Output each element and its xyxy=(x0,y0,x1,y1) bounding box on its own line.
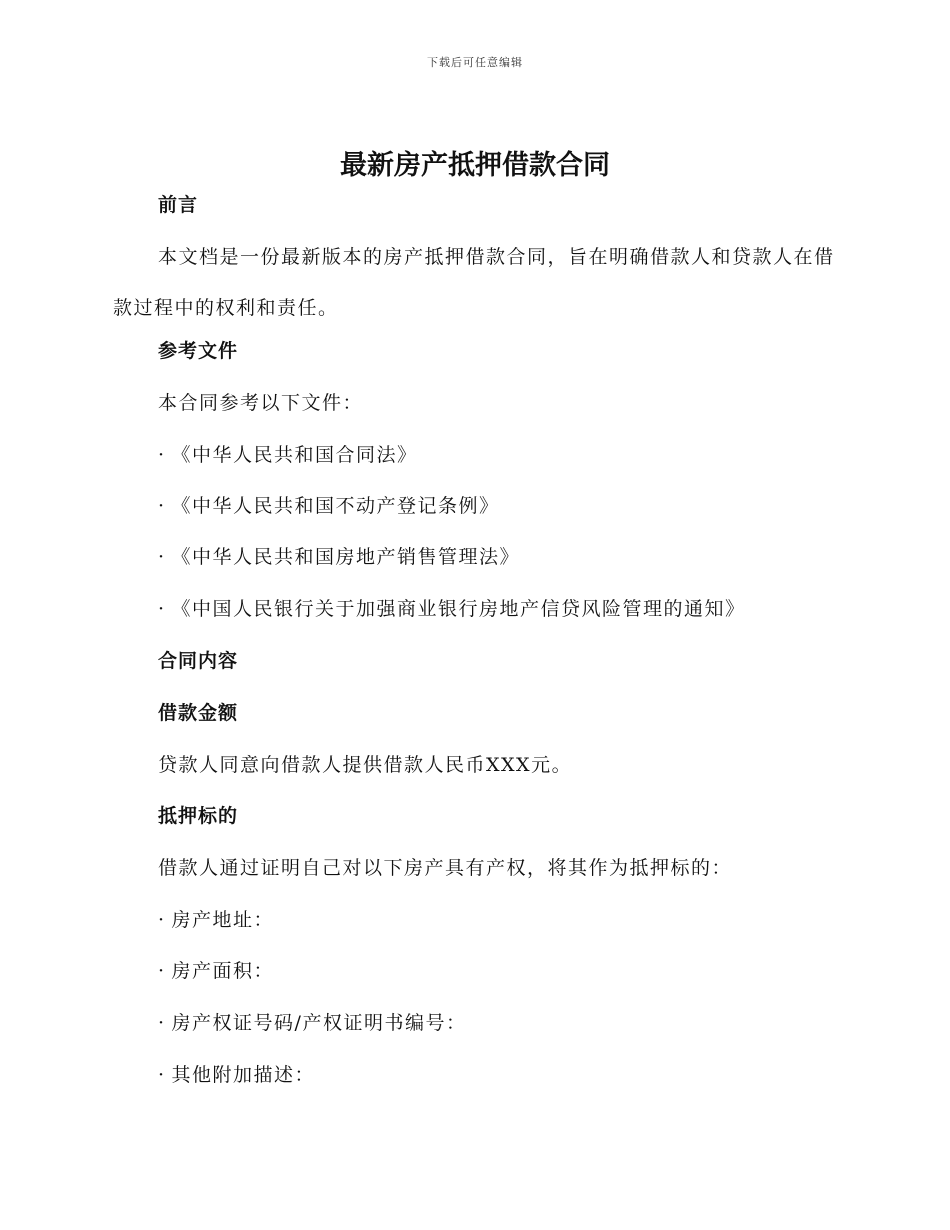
collateral-intro: 借款人通过证明自己对以下房产具有产权，将其作为抵押标的： xyxy=(158,857,733,879)
preface-paragraph: 本文档是一份最新版本的房产抵押借款合同，旨在明确借款人和贷款人在借款过程中的权利和责任。 xyxy=(113,246,835,319)
reference-item-text: 《中国人民银行关于加强商业银行房地产信贷风险管理的通知》 xyxy=(171,598,746,620)
collateral-item xyxy=(158,998,466,1049)
bullet-dot-icon: · xyxy=(158,444,166,466)
reference-item xyxy=(158,532,520,583)
collateral-item xyxy=(158,1050,315,1101)
reference-item-text: 《中华人民共和国合同法》 xyxy=(171,444,418,466)
bullet-dot-icon: · xyxy=(158,1064,166,1086)
loan-amount-text: 贷款人同意向借款人提供借款人民币XXX元。 xyxy=(158,754,573,776)
bullet-dot-icon: · xyxy=(158,598,166,620)
bullet-dot-icon: · xyxy=(158,546,166,568)
reference-item xyxy=(158,584,746,635)
page-header-note: 下载后可任意编辑 xyxy=(427,56,523,69)
bullet-dot-icon: · xyxy=(158,495,166,517)
document-title: 最新房产抵押借款合同 xyxy=(340,150,610,181)
section-heading-contract-content: 合同内容 xyxy=(158,650,239,672)
section-heading-preface: 前言 xyxy=(158,194,199,216)
collateral-item-text: 房产权证号码/产权证明书编号： xyxy=(171,1012,467,1034)
reference-item xyxy=(158,481,500,532)
bullet-dot-icon: · xyxy=(158,1012,166,1034)
collateral-item-text: 房产面积： xyxy=(171,960,275,982)
section-heading-collateral: 抵押标的 xyxy=(158,805,239,827)
collateral-item-text: 房产地址： xyxy=(171,909,275,931)
bullet-dot-icon: · xyxy=(158,909,166,931)
collateral-item-text: 其他附加描述： xyxy=(171,1064,316,1086)
reference-item-text: 《中华人民共和国不动产登记条例》 xyxy=(171,495,500,517)
section-heading-references: 参考文件 xyxy=(158,340,239,362)
collateral-item xyxy=(158,946,274,997)
bullet-dot-icon: · xyxy=(158,960,166,982)
section-heading-loan-amount: 借款金额 xyxy=(158,702,239,724)
reference-item-text: 《中华人民共和国房地产销售管理法》 xyxy=(171,546,521,568)
reference-item xyxy=(158,430,418,481)
references-intro: 本合同参考以下文件： xyxy=(158,392,364,414)
collateral-item xyxy=(158,895,274,946)
